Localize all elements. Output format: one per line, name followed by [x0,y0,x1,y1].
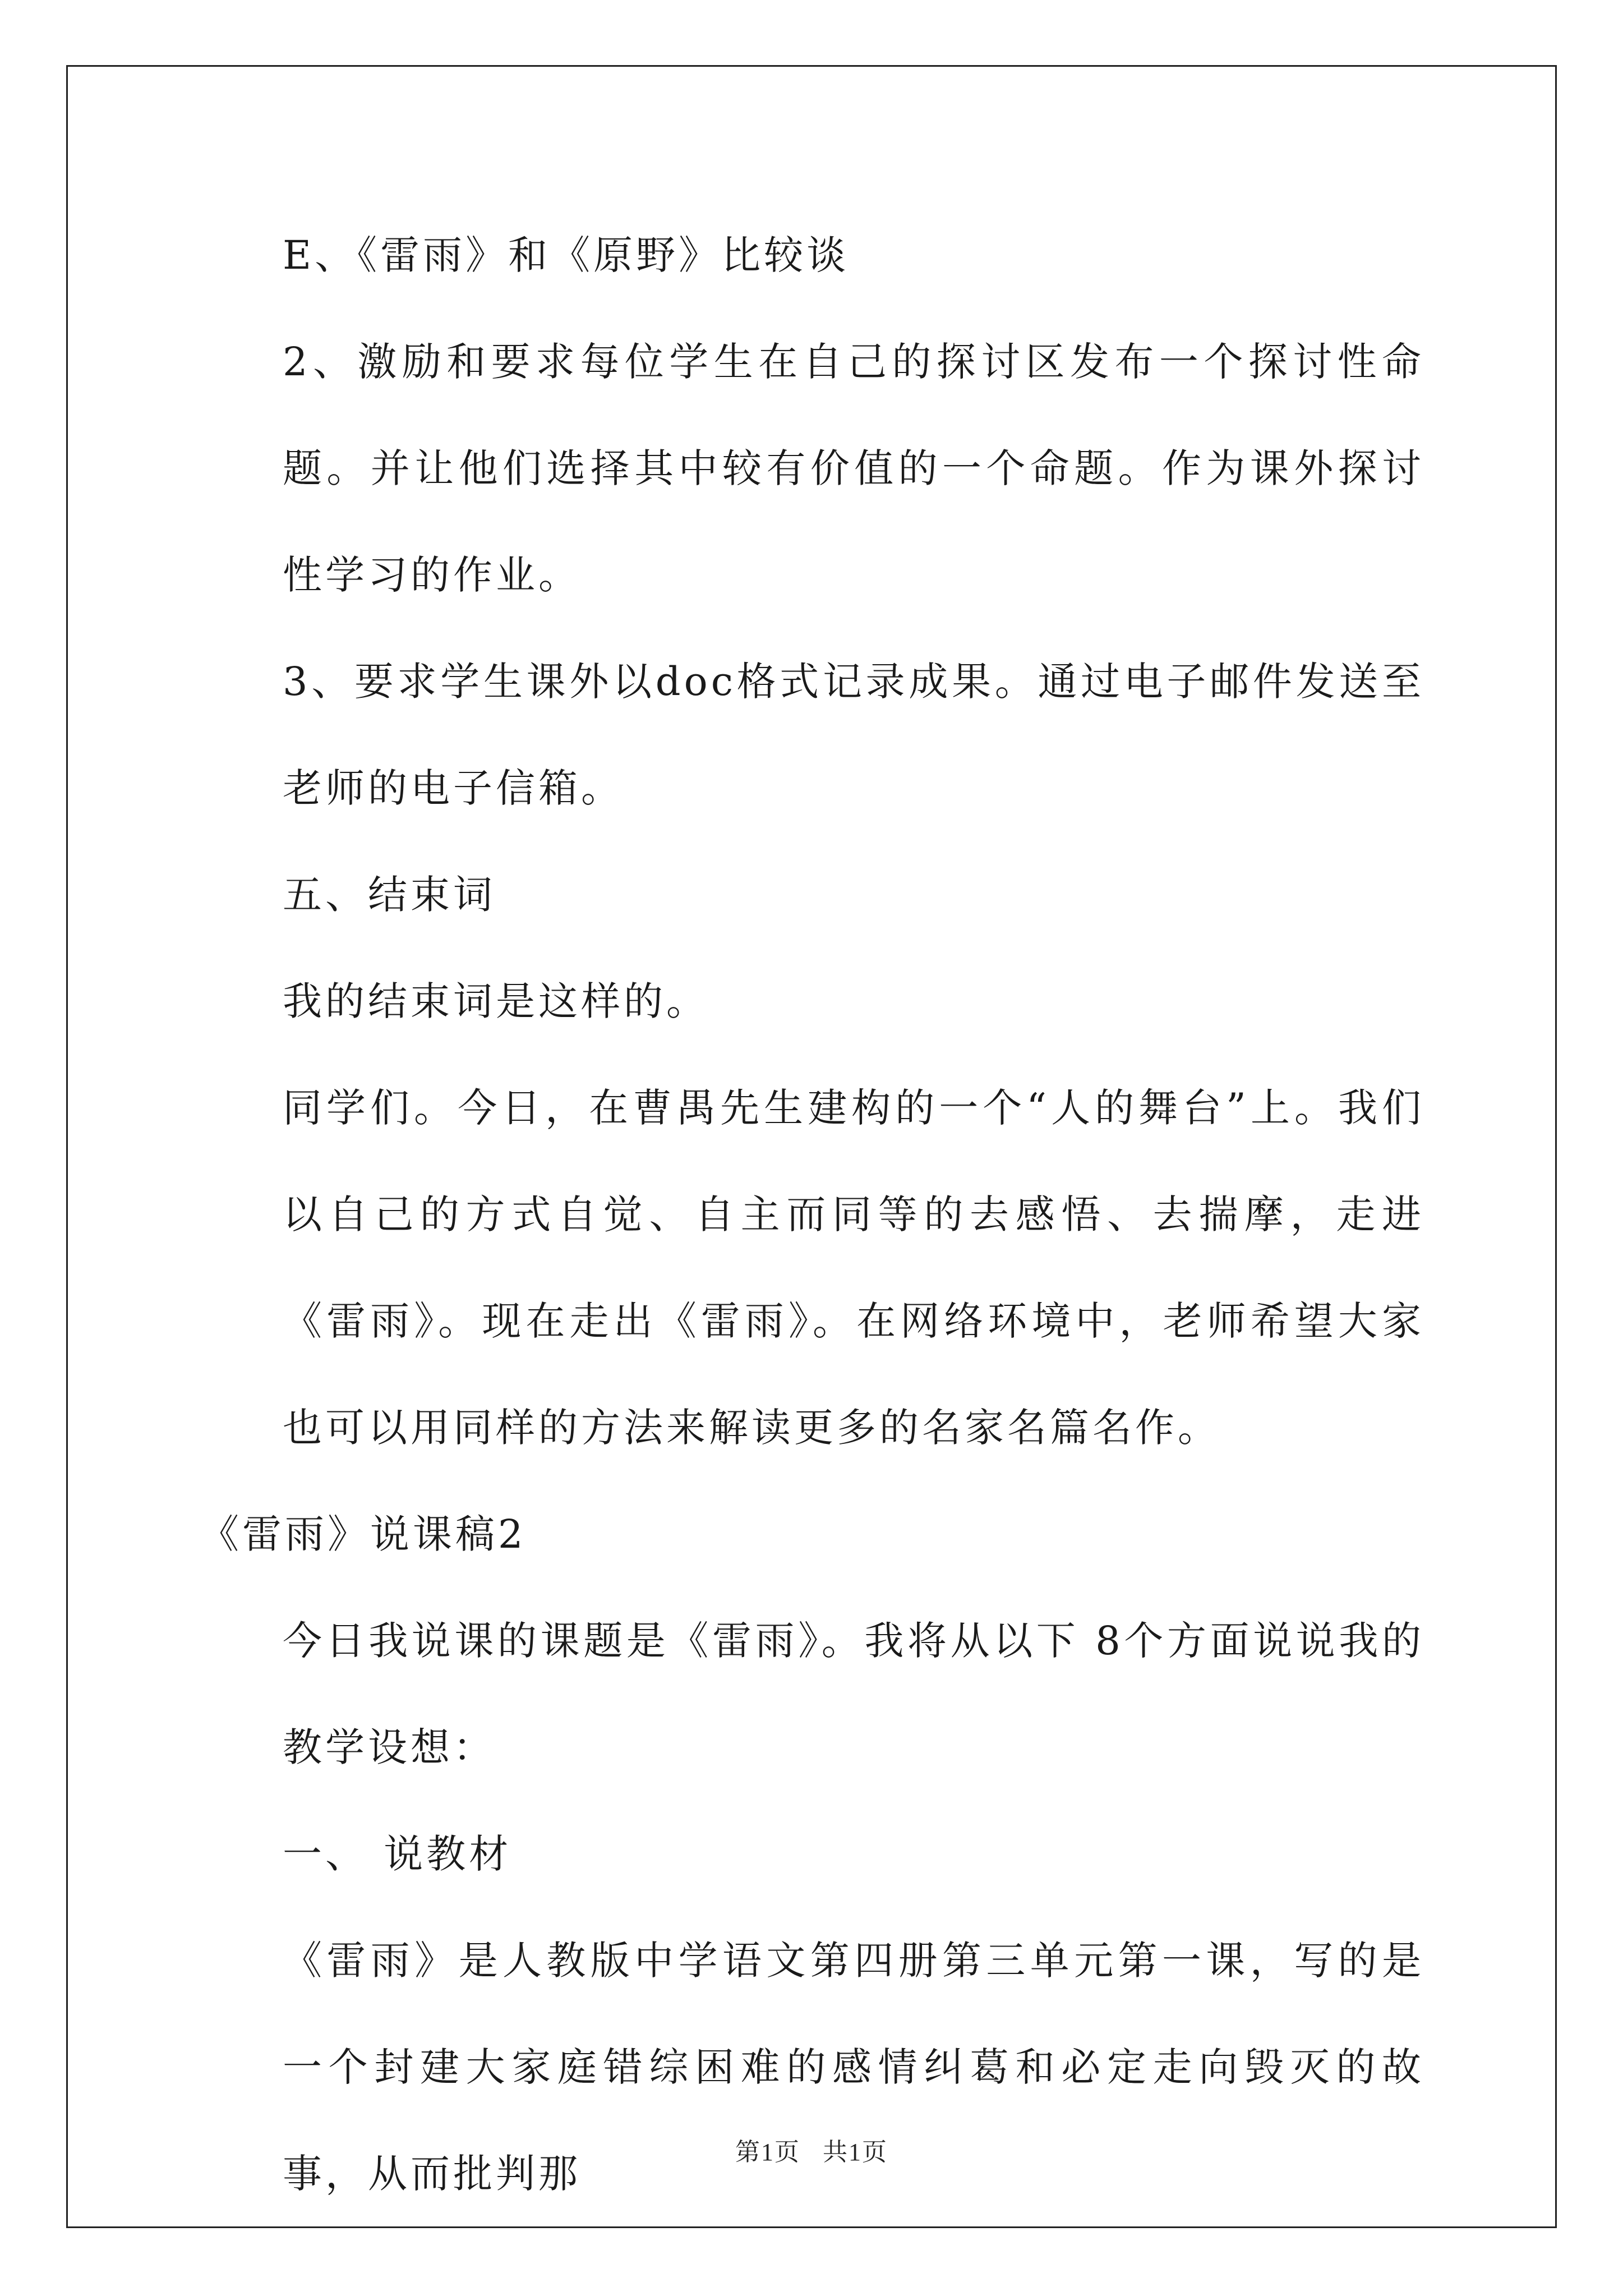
page-total: 共1页 [823,2138,888,2166]
document-body [200,202,1424,2227]
paragraph-closing-speech: 同学们。今日，在曹禺先生建构的一个“人的舞台”上。我们以自己的方式自觉、自主而同等的去感悟、去揣摩，走进《雷雨》。现在走出《雷雨》。在网络环境中，老师希望大家也可以用同样的方法来解读更多的名家名篇名作。 [283,1085,1424,1451]
paragraph-textbook: 《雷雨》是人教版中学语文第四册第三单元第一课，写的是一个封建大家庭错综困难的感情纠葛和必定走向毁灭的故事，从而批判那 [283,1938,1424,2197]
page-footer [0,2132,1623,2168]
paragraph-intro: 今日我说课的课题是《雷雨》。我将从以下 8个方面说说我的教学设想： [283,1618,1424,1770]
document-title: 《雷雨》说课稿2 [200,1511,527,1557]
paragraph-task-3: 3、要求学生课外以doc格式记录成果。通过电子邮件发送至老师的电子信箱。 [283,659,1424,811]
section-heading-textbook: 一、 说教材 [283,1831,512,1877]
page-number: 第1页 [735,2138,800,2166]
paragraph-item-e: E、《雷雨》和《原野》比较谈 [283,232,850,278]
section-heading-closing: 五、结束词 [283,872,496,918]
paragraph-closing-intro: 我的结束词是这样的。 [283,978,709,1024]
paragraph-task-2: 2、激励和要求每位学生在自己的探讨区发布一个探讨性命题。并让他们选择其中较有价值的一个命题。作为课外探讨性学习的作业。 [283,339,1424,598]
